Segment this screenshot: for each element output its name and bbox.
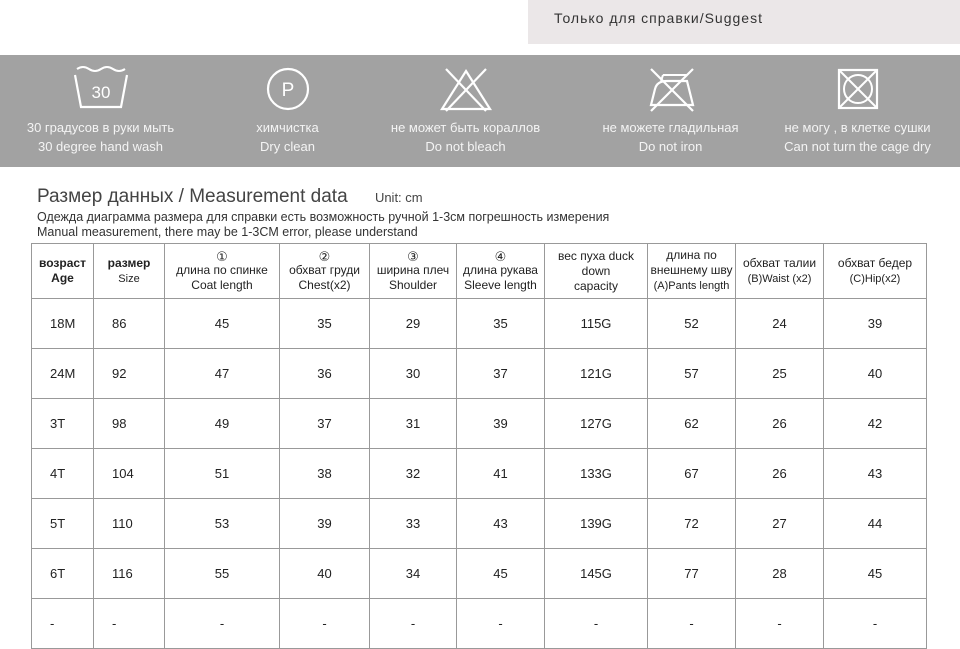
header-shoulder: ③ ширина плеч Shoulder	[370, 244, 457, 299]
table-cell: 35	[280, 299, 370, 349]
table-cell: -	[736, 599, 824, 649]
header-pants-length: длина по внешнему шву (A)Pants length	[648, 244, 736, 299]
header-down-capacity: вес пуха duck down capacity	[545, 244, 648, 299]
care-label-en: Do not bleach	[425, 139, 506, 154]
table-cell: 31	[370, 399, 457, 449]
table-cell: 116	[94, 549, 165, 599]
table-cell: 57	[648, 349, 736, 399]
suggest-banner: Только для справки/Suggest	[528, 0, 960, 44]
table-cell: -	[94, 599, 165, 649]
table-row	[32, 549, 927, 599]
header-chest: ② обхват груди Chest(x2)	[280, 244, 370, 299]
table-cell: 42	[824, 399, 927, 449]
table-cell: 38	[280, 449, 370, 499]
table-cell: 72	[648, 499, 736, 549]
table-cell: 53	[165, 499, 280, 549]
care-label-ru: не может быть кораллов	[390, 120, 541, 135]
table-cell: 6T	[32, 549, 94, 599]
care-label-ru: химчистка	[256, 120, 319, 135]
care-label-en: 30 degree hand wash	[37, 139, 164, 154]
table-cell: 92	[94, 349, 165, 399]
svg-text:30: 30	[91, 83, 110, 102]
table-cell: 4T	[32, 449, 94, 499]
table-cell: 45	[165, 299, 280, 349]
table-cell: 24M	[32, 349, 94, 399]
measurement-title-en: / Measurement data	[178, 186, 348, 207]
measurement-title-ru: Размер данных	[37, 186, 174, 207]
table-cell: -	[165, 599, 280, 649]
table-cell: 55	[165, 549, 280, 599]
table-cell: 18M	[32, 299, 94, 349]
table-cell: 40	[824, 349, 927, 399]
hand-wash-30-icon	[71, 65, 131, 115]
table-cell: 86	[94, 299, 165, 349]
care-item-dry-clean	[205, 55, 370, 167]
table-row	[32, 499, 927, 549]
table-cell: 24	[736, 299, 824, 349]
table-cell: 104	[94, 449, 165, 499]
measurement-note-ru: Одежда диаграмма размера для справки есть возможность ручной 1-3см погрешность измерения	[37, 210, 610, 224]
table-row	[32, 349, 927, 399]
table-cell: -	[545, 599, 648, 649]
table-cell: 26	[736, 399, 824, 449]
care-label-en: Can not turn the cage dry	[784, 139, 931, 154]
header-waist: обхват талии (B)Waist (x2)	[736, 244, 824, 299]
measurement-note-en: Manual measurement, there may be 1-3CM error, please understand	[37, 225, 418, 239]
table-row	[32, 449, 927, 499]
no-bleach-icon	[436, 65, 496, 115]
table-cell: 26	[736, 449, 824, 499]
table-cell: 45	[457, 549, 545, 599]
table-cell: 27	[736, 499, 824, 549]
table-cell: 44	[824, 499, 927, 549]
table-cell: 25	[736, 349, 824, 399]
table-row	[32, 299, 927, 349]
header-sleeve-length: ④ длина рукава Sleeve length	[457, 244, 545, 299]
table-cell: 30	[370, 349, 457, 399]
size-chart-table	[31, 243, 927, 649]
table-cell: 5T	[32, 499, 94, 549]
table-cell: 110	[94, 499, 165, 549]
table-cell: 33	[370, 499, 457, 549]
table-cell: -	[648, 599, 736, 649]
care-label-en: Dry clean	[260, 139, 315, 154]
table-cell: 35	[457, 299, 545, 349]
table-cell: 28	[736, 549, 824, 599]
table-cell: 127G	[545, 399, 648, 449]
table-cell: 62	[648, 399, 736, 449]
table-cell: 139G	[545, 499, 648, 549]
header-hip: обхват бедер (C)Hip(x2)	[824, 244, 927, 299]
no-iron-icon	[641, 65, 701, 115]
table-cell: 43	[824, 449, 927, 499]
table-cell: 36	[280, 349, 370, 399]
table-cell: 51	[165, 449, 280, 499]
table-cell: -	[457, 599, 545, 649]
svg-text:P: P	[281, 80, 294, 101]
table-cell: 45	[824, 549, 927, 599]
table-cell: 47	[165, 349, 280, 399]
table-cell: 49	[165, 399, 280, 449]
table-cell: 39	[824, 299, 927, 349]
table-cell: 32	[370, 449, 457, 499]
table-cell: -	[32, 599, 94, 649]
table-cell: 43	[457, 499, 545, 549]
table-row	[32, 599, 927, 649]
table-cell: 34	[370, 549, 457, 599]
size-chart-body	[32, 299, 927, 649]
table-cell: 37	[457, 349, 545, 399]
table-cell: 98	[94, 399, 165, 449]
measurement-title	[37, 186, 423, 208]
table-header-row	[32, 244, 927, 299]
care-label-ru: не могу , в клетке сушки	[784, 120, 931, 135]
header-size: размер Size	[94, 244, 165, 299]
table-cell: 145G	[545, 549, 648, 599]
table-cell: 133G	[545, 449, 648, 499]
table-cell: 77	[648, 549, 736, 599]
table-cell: 39	[457, 399, 545, 449]
header-coat-length: ① длина по спинке Coat length	[165, 244, 280, 299]
no-tumble-dry-icon	[828, 65, 888, 115]
measurement-unit: Unit: cm	[374, 190, 423, 205]
care-item-no-tumble-dry	[775, 55, 940, 167]
table-row	[32, 399, 927, 449]
care-item-no-bleach	[383, 55, 548, 167]
header-age: возраст Age	[32, 244, 94, 299]
dry-clean-icon	[258, 65, 318, 115]
care-instructions-band	[0, 55, 960, 167]
table-cell: 39	[280, 499, 370, 549]
care-item-no-iron	[588, 55, 753, 167]
table-cell: 121G	[545, 349, 648, 399]
table-cell: 115G	[545, 299, 648, 349]
table-cell: 37	[280, 399, 370, 449]
table-cell: -	[824, 599, 927, 649]
table-cell: -	[280, 599, 370, 649]
table-cell: 67	[648, 449, 736, 499]
table-cell: 52	[648, 299, 736, 349]
table-cell: 40	[280, 549, 370, 599]
care-item-hand-wash	[18, 55, 183, 167]
care-label-ru: не можете гладильная	[602, 120, 739, 135]
table-cell: 29	[370, 299, 457, 349]
table-cell: -	[370, 599, 457, 649]
care-label-en: Do not iron	[638, 139, 703, 154]
table-cell: 3T	[32, 399, 94, 449]
care-label-ru: 30 градусов в руки мыть	[26, 120, 175, 135]
table-cell: 41	[457, 449, 545, 499]
